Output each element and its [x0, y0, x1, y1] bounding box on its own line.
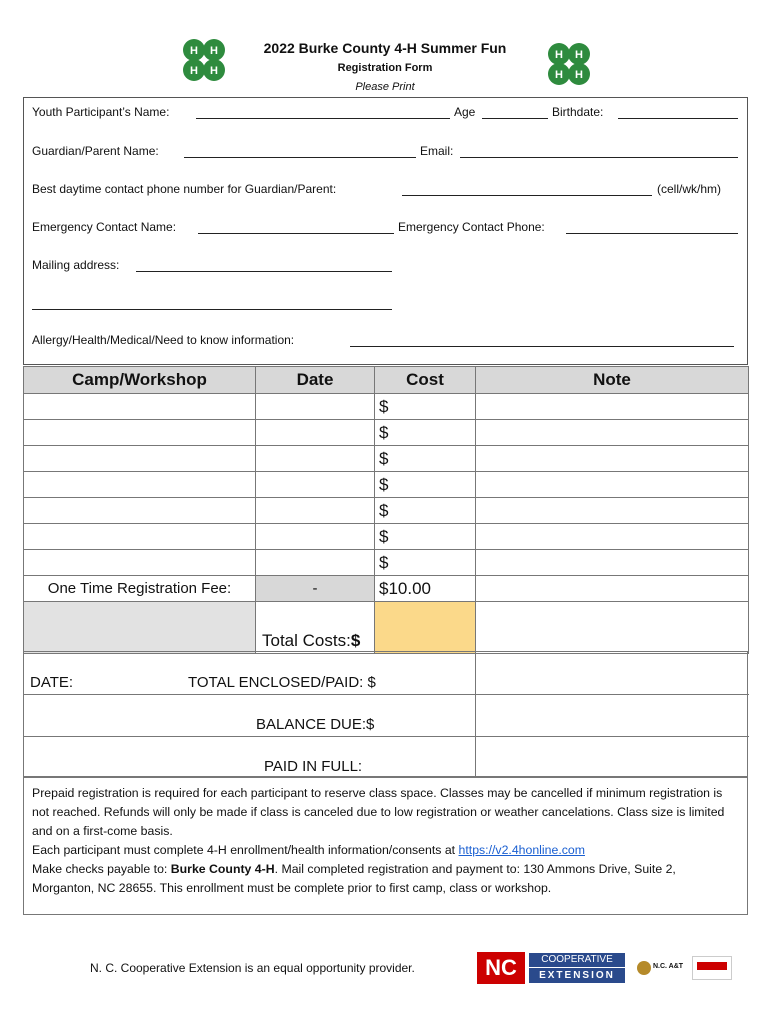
table-row: [24, 420, 749, 446]
note-cell[interactable]: [476, 498, 749, 524]
svg-text:H: H: [555, 49, 563, 61]
mailing-label: Mailing address:: [32, 258, 120, 272]
total-enclosed-label: TOTAL ENCLOSED/PAID: $: [188, 674, 376, 691]
mailing-field-2[interactable]: [32, 309, 392, 310]
camp-cell[interactable]: [24, 394, 256, 420]
emergency-phone-field[interactable]: [566, 233, 738, 234]
nc-at-logo: [636, 958, 684, 978]
nc-logo-coop: COOPERATIVE: [529, 953, 625, 967]
camp-cell[interactable]: [24, 550, 256, 576]
cost-cell[interactable]: $: [375, 524, 476, 550]
guardian-label: Guardian/Parent Name:: [32, 144, 159, 158]
date-label: DATE:: [30, 674, 74, 691]
cost-cell[interactable]: $: [375, 498, 476, 524]
fee-cost: $10.00: [375, 576, 476, 602]
enrollment-link[interactable]: https://v2.4honline.com: [458, 843, 585, 857]
camp-table: [23, 366, 749, 654]
camp-cell[interactable]: [24, 524, 256, 550]
svg-text:H: H: [555, 69, 563, 81]
info-enroll: Each participant must complete 4-H enrollment/health information/consents at: [32, 843, 459, 857]
camp-cell[interactable]: [24, 498, 256, 524]
nc-at-label: N.C. A&T: [653, 963, 684, 970]
date-cell[interactable]: [256, 524, 375, 550]
table-row: [24, 472, 749, 498]
nc-state-logo-icon: [693, 957, 731, 979]
table-row: [24, 550, 749, 576]
note-cell[interactable]: [476, 446, 749, 472]
date-cell[interactable]: [256, 394, 375, 420]
nc-state-logo: [692, 956, 732, 980]
cost-cell[interactable]: $: [375, 550, 476, 576]
date-cell[interactable]: [256, 472, 375, 498]
cost-cell[interactable]: $: [375, 420, 476, 446]
note-cell[interactable]: [476, 472, 749, 498]
date-cell[interactable]: [256, 550, 375, 576]
page-subtitle: Registration Form: [337, 62, 433, 74]
col-header-cost: Cost: [375, 367, 476, 394]
fee-note: [476, 576, 749, 602]
svg-text:H: H: [575, 49, 583, 61]
payable-to: Burke County 4-H: [170, 862, 275, 876]
col-header-camp: Camp/Workshop: [24, 367, 256, 394]
date-cell[interactable]: [256, 446, 375, 472]
paid-in-full-label: PAID IN FULL:: [264, 758, 363, 775]
footer-text: N. C. Cooperative Extension is an equal opportunity provider.: [90, 961, 415, 975]
total-blank: [24, 602, 256, 654]
divider: [475, 652, 476, 778]
total-label: [256, 602, 375, 654]
svg-text:H: H: [190, 65, 198, 77]
table-row: [24, 446, 749, 472]
date-cell[interactable]: [256, 498, 375, 524]
participant-info-section: [23, 97, 748, 365]
cost-cell[interactable]: $: [375, 446, 476, 472]
phone-label: Best daytime contact phone number for Guardian/Parent:: [32, 182, 337, 196]
table-row: [24, 524, 749, 550]
total-row: [24, 602, 749, 654]
page-title: 2022 Burke County 4-H Summer Fun: [263, 40, 507, 56]
camp-cell[interactable]: [24, 420, 256, 446]
fee-label: One Time Registration Fee:: [24, 576, 256, 602]
info-checks: Make checks payable to:: [32, 862, 171, 876]
cost-cell[interactable]: $: [375, 394, 476, 420]
info-prepaid: Prepaid registration is required for each participant to reserve class space. Classes may be cancelled if minimum registration is not reached. Refunds will only be made if class is canceled due to low registration or weather cancelations. Class size is limited and on a first-come basis.: [32, 786, 725, 838]
youth-name-label: Youth Participant’s Name:: [32, 105, 170, 119]
date-cell[interactable]: [256, 420, 375, 446]
age-label: Age: [454, 105, 476, 119]
allergy-label: Allergy/Health/Medical/Need to know information:: [32, 333, 295, 347]
total-label-text: Total Costs:: [262, 631, 351, 650]
fee-row: [24, 576, 749, 602]
svg-text:H: H: [210, 45, 218, 57]
camp-cell[interactable]: [24, 446, 256, 472]
fee-date: -: [256, 576, 375, 602]
note-cell[interactable]: [476, 550, 749, 576]
note-cell[interactable]: [476, 420, 749, 446]
total-note: [476, 602, 749, 654]
nc-cooperative-extension-logo: [477, 952, 627, 984]
payment-section: [23, 651, 748, 777]
table-row: [24, 394, 749, 420]
svg-text:H: H: [190, 45, 198, 57]
emergency-name-field[interactable]: [198, 233, 394, 234]
guardian-field[interactable]: [184, 157, 416, 158]
total-cost-field[interactable]: [375, 602, 476, 654]
note-cell[interactable]: [476, 394, 749, 420]
email-field[interactable]: [460, 157, 738, 158]
nc-logo-ext: EXTENSION: [529, 968, 625, 983]
allergy-field[interactable]: [350, 346, 734, 347]
divider: [24, 736, 749, 737]
info-section: [23, 777, 748, 915]
balance-due-label: BALANCE DUE:$: [256, 716, 375, 733]
divider: [24, 694, 749, 695]
phone-field[interactable]: [402, 195, 652, 196]
emergency-phone-label: Emergency Contact Phone:: [398, 220, 545, 234]
birthdate-field[interactable]: [618, 118, 738, 119]
email-label: Email:: [420, 144, 454, 158]
svg-text:H: H: [210, 65, 218, 77]
print-note: Please Print: [355, 81, 415, 93]
table-row: [24, 498, 749, 524]
age-field[interactable]: [482, 118, 548, 119]
col-header-date: Date: [256, 367, 375, 394]
cost-cell[interactable]: $: [375, 472, 476, 498]
camp-cell[interactable]: [24, 472, 256, 498]
svg-text:H: H: [575, 69, 583, 81]
note-cell[interactable]: [476, 524, 749, 550]
youth-name-field[interactable]: [196, 118, 450, 119]
col-header-note: Note: [476, 367, 749, 394]
total-symbol: $: [350, 631, 361, 650]
mailing-field-1[interactable]: [136, 271, 392, 272]
birthdate-label: Birthdate:: [552, 105, 604, 119]
phone-suffix: (cell/wk/hm): [657, 182, 722, 196]
info-mail: . Mail completed registration and payment to: 130 Ammons Drive, Suite 2, Morganton, NC 28655. This enrollment must be complete prior to first camp, class or workshop.: [32, 862, 676, 895]
emergency-name-label: Emergency Contact Name:: [32, 220, 177, 234]
nc-logo-mark: NC: [477, 952, 525, 984]
